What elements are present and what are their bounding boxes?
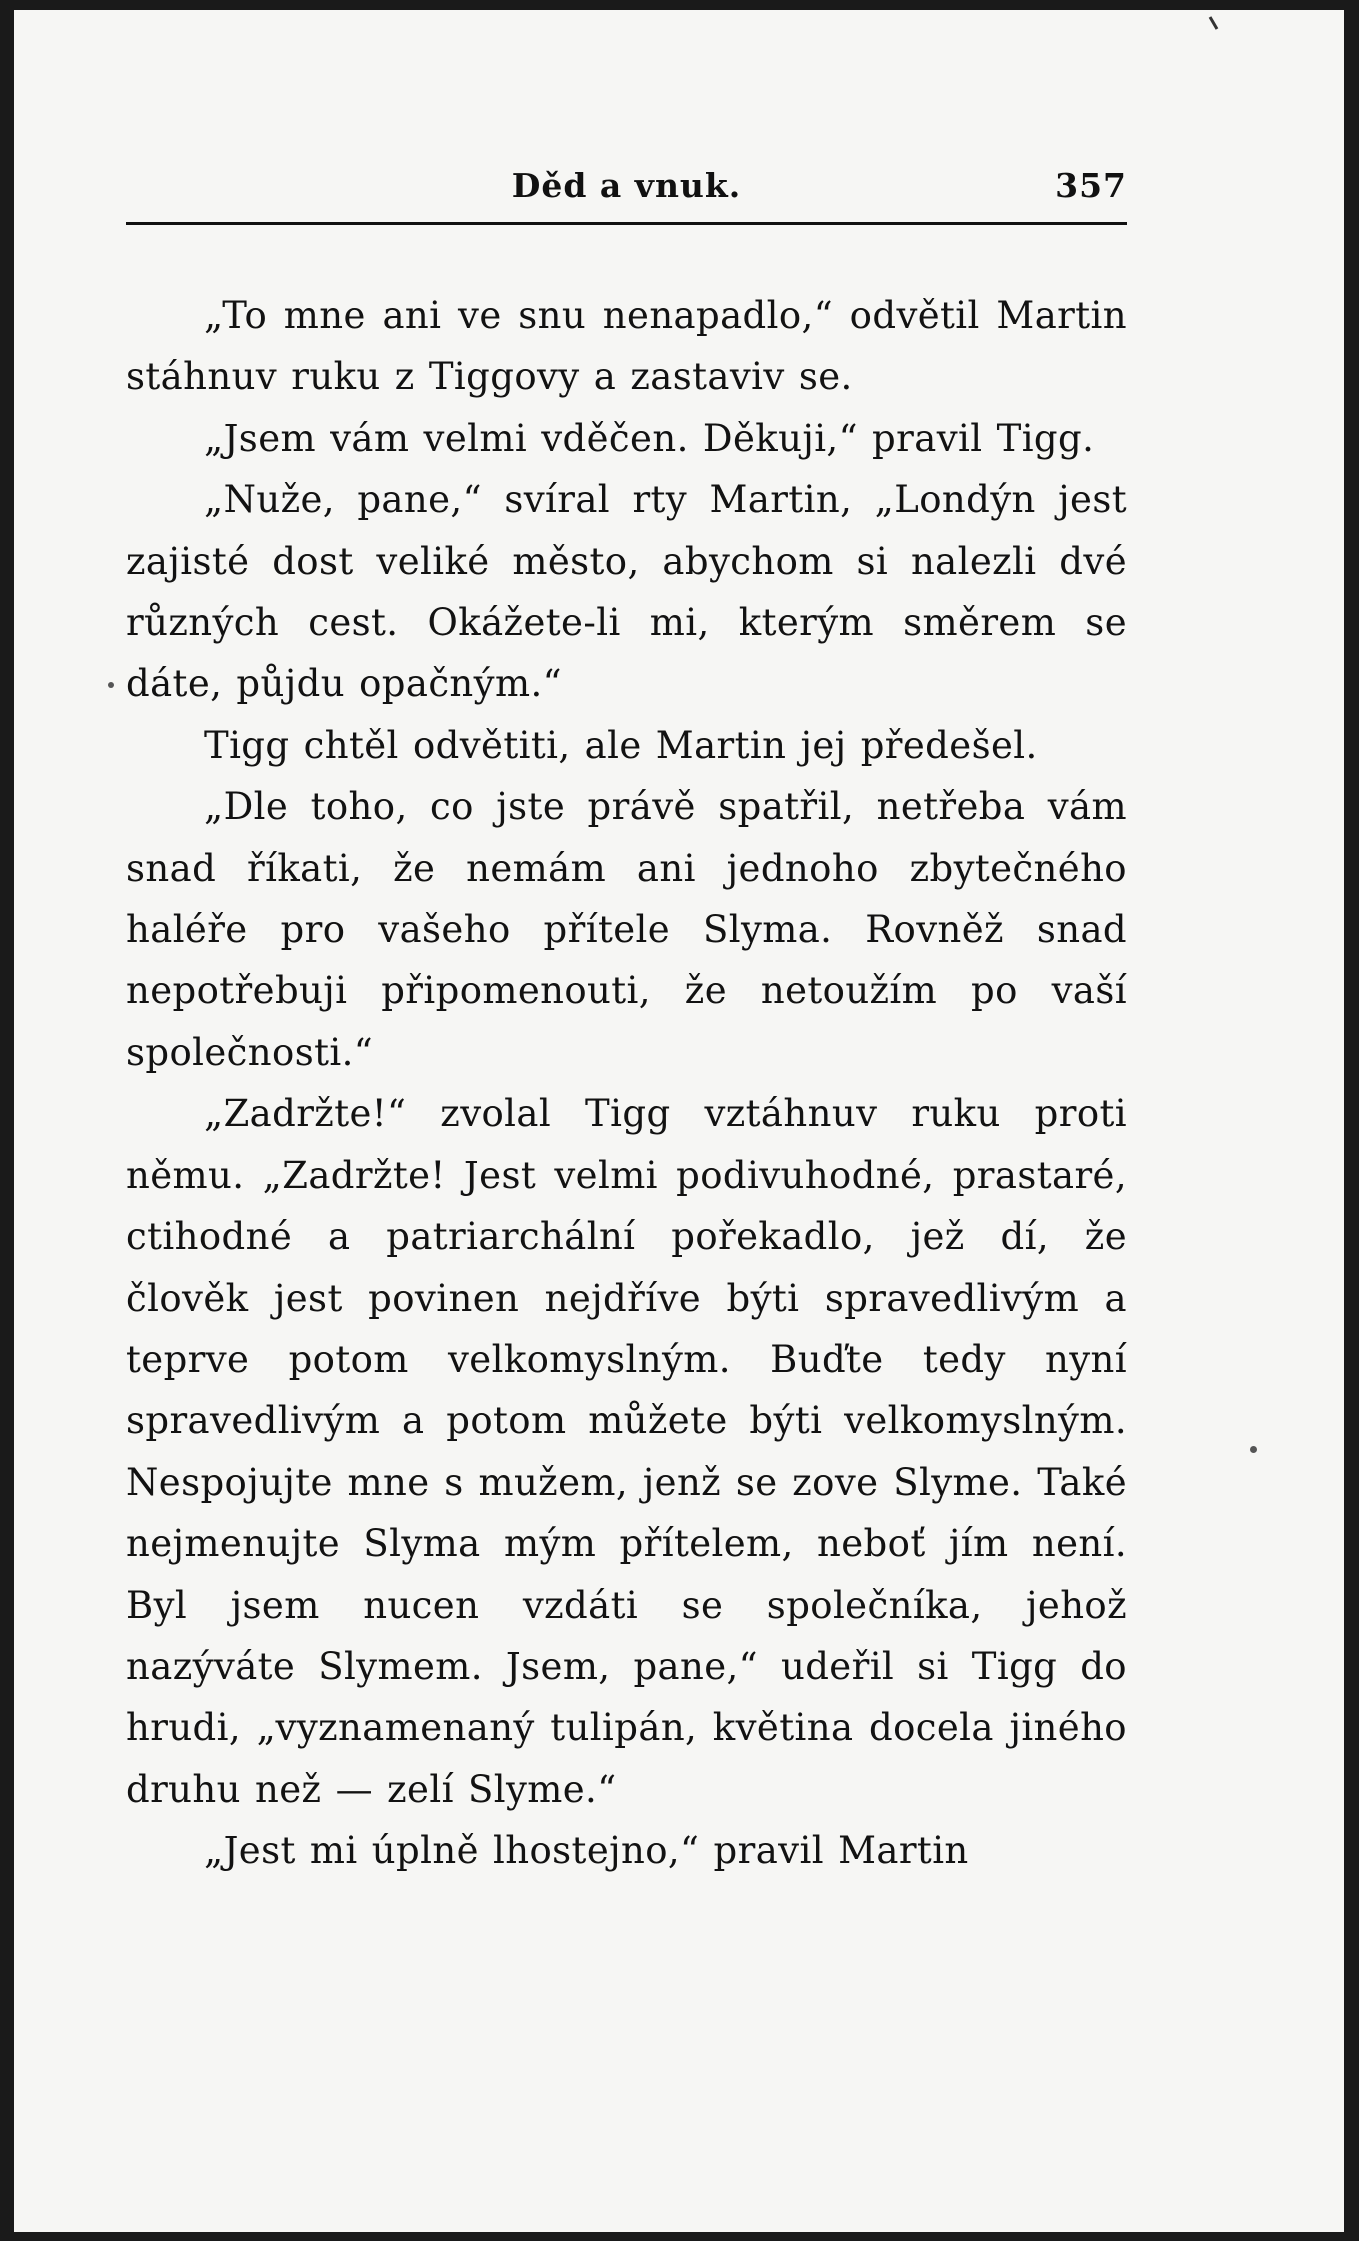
chapter-title: Děd a vnuk. xyxy=(511,166,742,205)
paragraph: „Nuže, pane,“ svíral rty Martin, „Londýn jest zajisté dost veliké město, abychom si nalezli dvé různých cest. Okážete-li mi, kterým směrem se dáte, půjdu opačným.“ xyxy=(126,478,1127,706)
paragraph: „Dle toho, co jste právě spatřil, netřeba vám snad říkati, že nemám ani jednoho zbytečného haléře pro vašeho přítele Slyma. Rovněž snad nepotřebuji připomenouti, že netoužím po vaší společnosti.“ xyxy=(126,785,1127,1074)
running-head xyxy=(126,166,1127,216)
page-number: 357 xyxy=(1055,166,1127,205)
body-text xyxy=(126,285,1127,1882)
paragraph: „To mne ani ve snu nenapadlo,“ odvětil Martin stáhnuv ruku z Tiggovy a zastaviv se. xyxy=(126,294,1127,399)
scan-speck xyxy=(1250,1446,1257,1453)
paragraph: „Jsem vám velmi vděčen. Děkuji,“ pravil Tigg. xyxy=(204,416,1095,460)
scan-speck xyxy=(108,682,114,688)
paragraph: „Zadržte!“ zvolal Tigg vztáhnuv ruku proti němu. „Zadržte! Jest velmi podivuhodné, prastaré, ctihodné a patriarchální pořekadlo, jež dí, že člověk jest povinen nejdříve býti spravedlivým a teprve potom velkomyslným. Buďte tedy nyní spravedlivým a potom můžete býti velkomyslným. Nespojujte mne s mužem, jenž se zove Slyme. Také nejmenujte Slyma mým přítelem, neboť jím není. Byl jsem nucen vzdáti se společníka, jehož nazýváte Slymem. Jsem, pane,“ udeřil si Tigg do hrudi, „vyznamenaný tulipán, květina docela jiného druhu než — zelí Slyme.“ xyxy=(126,1092,1127,1811)
paragraph: Tigg chtěl odvětiti, ale Martin jej předešel. xyxy=(204,723,1038,767)
paragraph: „Jest mi úplně lhostejno,“ pravil Martin xyxy=(204,1829,969,1873)
header-rule xyxy=(126,222,1127,225)
